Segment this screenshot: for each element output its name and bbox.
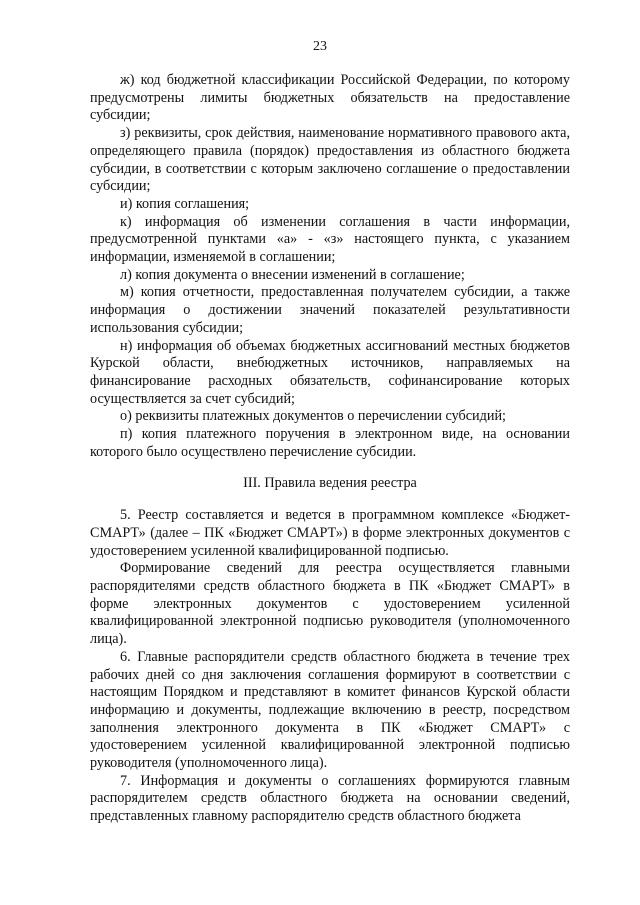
list-item-l: л) копия документа о внесении изменений в соглашение; xyxy=(120,266,465,283)
registry-rules-section xyxy=(90,507,570,826)
list-item-z: з) реквизиты, срок действия, наименование нормативного правового акта, определяющего правила (порядок) предоставления из областного бюджета субсидии, в соответствии с которым заключено соглашение о предоставлении субсидии; xyxy=(90,125,570,195)
paragraph-formation: Формирование сведений для реестра осуществляется главными распорядителями средств областного бюджета в ПК «Бюджет СМАРТ» в форме электронных документов с удостоверением усиленной квалифицированной электронной подписью руководителя (уполномоченного лица). xyxy=(90,560,570,648)
list-item-o: о) реквизиты платежных документов о перечислении субсидий; xyxy=(120,408,506,425)
list-item-k: к) информация об изменении соглашения в части информации, предусмотренной пунктами «а» - «з» настоящего пункта, с указанием информации, изменяемой в соглашении; xyxy=(90,213,570,266)
page-number: 23 xyxy=(313,39,327,54)
list-items-section xyxy=(90,72,570,461)
list-item-m: м) копия отчетности, предоставленная получателем субсидии, а также информация о достижении значений показателей результативности использования субсидии; xyxy=(90,284,570,336)
section-heading: III. Правила ведения реестра xyxy=(243,475,417,492)
list-item-p: п) копия платежного поручения в электронном виде, на основании которого было осуществлено перечисление субсидии. xyxy=(90,426,570,460)
paragraph-5: 5. Реестр составляется и ведется в программном комплексе «Бюджет-СМАРТ» (далее – ПК «Бюджет СМАРТ») в форме электронных документов с удостоверением усиленной квалифицированной подписью. xyxy=(90,507,570,559)
list-item-i: и) копия соглашения; xyxy=(120,195,250,212)
document-body xyxy=(90,72,570,826)
list-item-n: н) информация об объемах бюджетных ассигнований местных бюджетов Курской области, внебюджетных источников, направляемых на финансирование расходных обязательств, софинансирование которых осуществляется за счет субсидий; xyxy=(90,337,570,407)
list-item-zh: ж) код бюджетной классификации Российской Федерации, по которому предусмотрены лимиты бюджетных обязательств на предоставление субсидии; xyxy=(90,72,570,124)
paragraph-6: 6. Главные распорядители средств областного бюджета в течение трех рабочих дней со дня заключения соглашения формируют в соответствии с настоящим Порядком и представляют в комитет финансов Курской области информацию и документы, подлежащие включению в реестр, посредством заполнения электронного документа в ПК «Бюджет СМАРТ» с удостоверением усиленной квалифицированной электронной подписью руководителя (уполномоченного лица). xyxy=(90,648,570,772)
paragraph-7: 7. Информация и документы о соглашениях формируются главным распорядителем средств областного бюджета на основании сведений, представленных главному распорядителю средств областного бюджета xyxy=(90,772,570,825)
